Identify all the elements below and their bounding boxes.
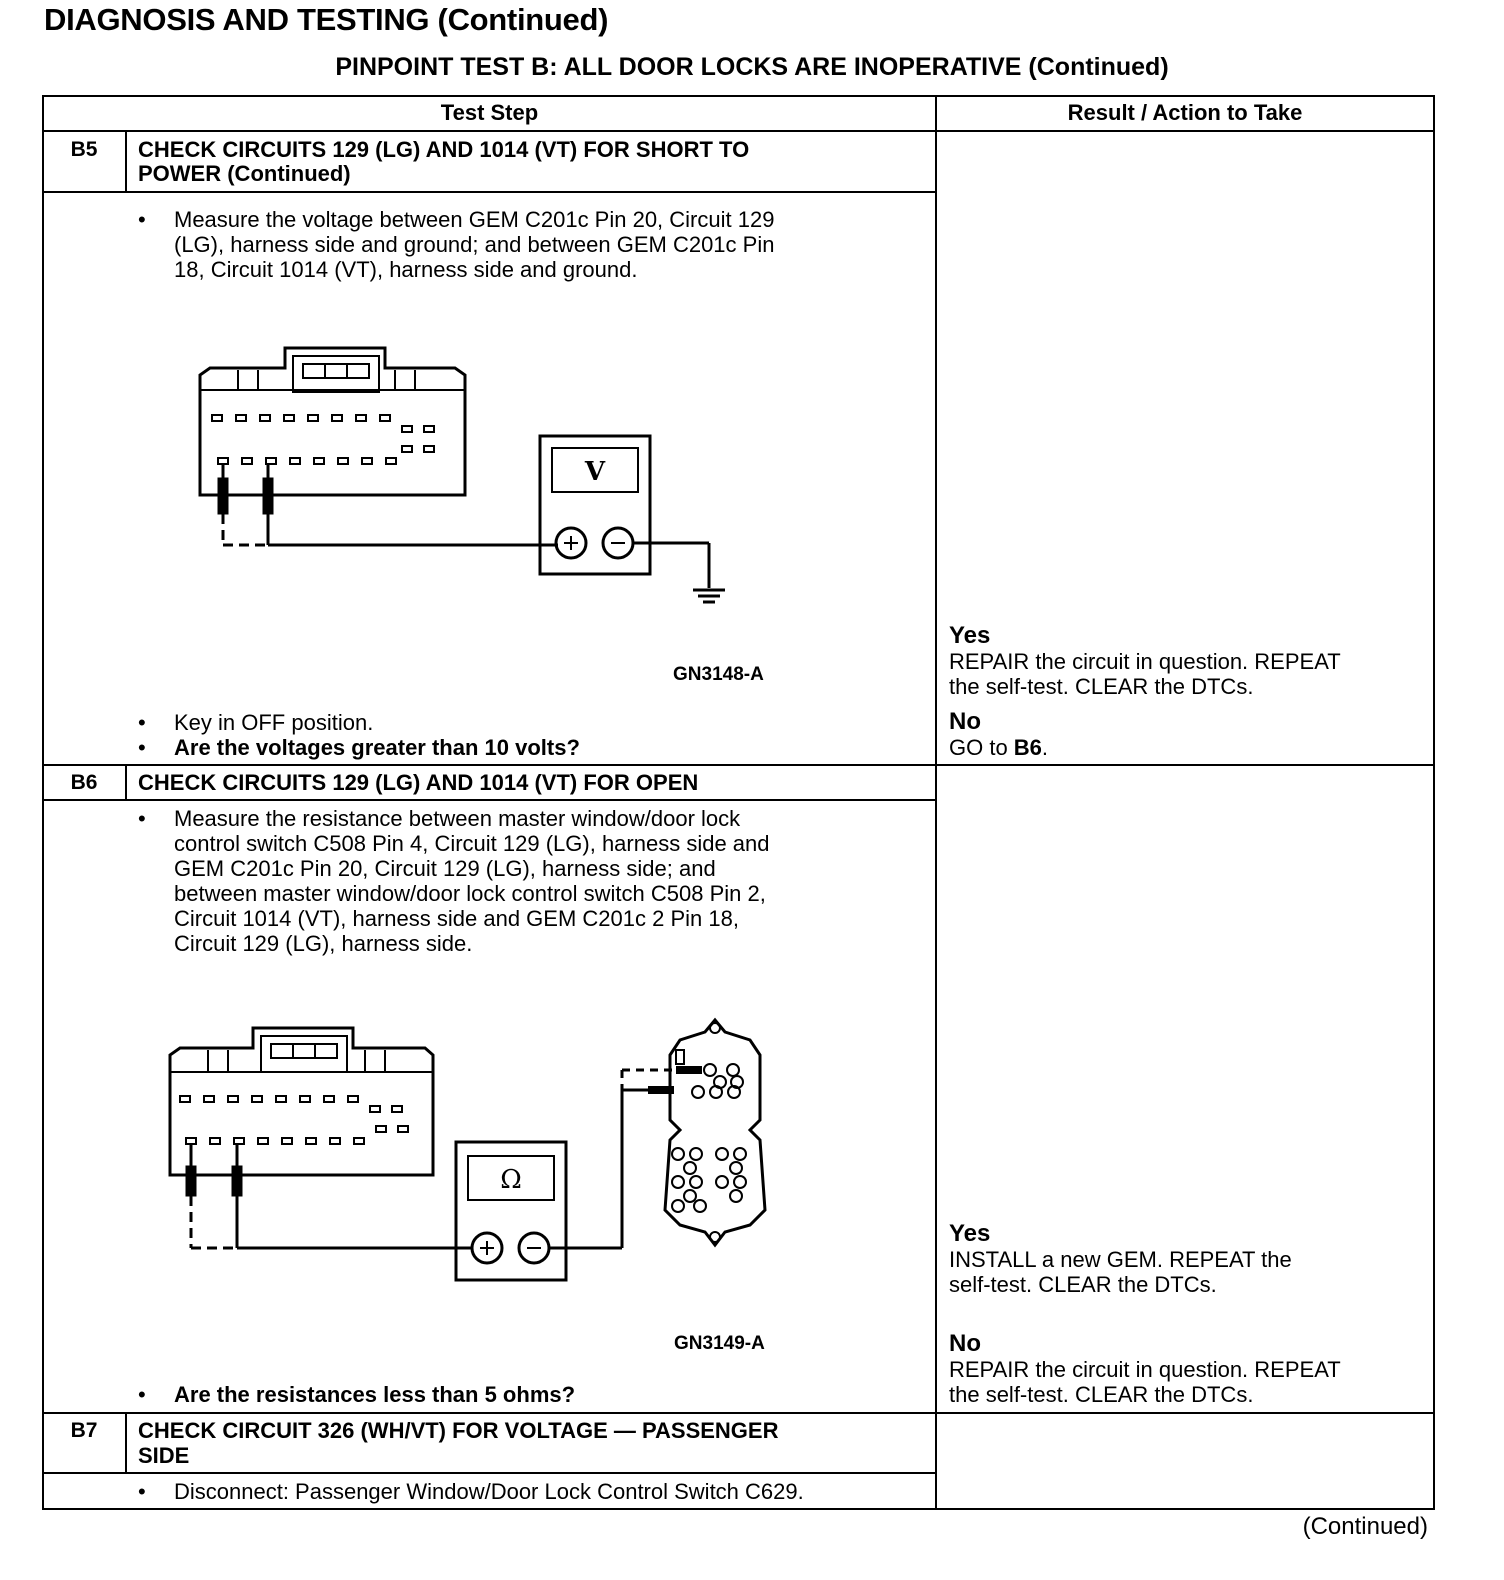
step-id-b6: B6 bbox=[70, 771, 98, 794]
pinpoint-test-title: PINPOINT TEST B: ALL DOOR LOCKS ARE INOPERATIVE (Continued) bbox=[335, 53, 1169, 81]
column-header-test-step: Test Step bbox=[440, 100, 539, 125]
b5-yes-line2: the self-test. CLEAR the DTCs. bbox=[949, 674, 1254, 699]
step-id-b7: B7 bbox=[70, 1419, 98, 1442]
b7-row-divider bbox=[42, 1412, 1435, 1414]
b5-id-divider bbox=[125, 130, 127, 192]
table-border-right bbox=[1433, 95, 1435, 1510]
continued-label: (Continued) bbox=[1302, 1513, 1428, 1540]
step-id-b5: B5 bbox=[70, 138, 98, 161]
b6-yes-line2: self-test. CLEAR the DTCs. bbox=[949, 1272, 1217, 1297]
figure-code-gn3149: GN3149-A bbox=[674, 1333, 765, 1354]
step-title-b7-line2: SIDE bbox=[138, 1443, 190, 1468]
b5-measure-line1: Measure the voltage between GEM C201c Pin 20, Circuit 129 bbox=[174, 207, 775, 232]
b6-bullet-question bbox=[138, 1382, 928, 1407]
b5-question-text: Are the voltages greater than 10 volts? bbox=[174, 735, 580, 760]
meter-symbol-volts: V bbox=[584, 457, 606, 487]
b6-measure-line6: Circuit 129 (LG), harness side. bbox=[174, 931, 473, 956]
meter-symbol-ohms: Ω bbox=[500, 1165, 522, 1195]
b5-no-text: GO to bbox=[949, 735, 1014, 760]
b5-no-label: No bbox=[949, 708, 981, 735]
header-divider bbox=[42, 130, 1435, 132]
bullet-glyph: • bbox=[138, 735, 146, 760]
b5-bullet-measure bbox=[138, 207, 928, 287]
column-divider bbox=[935, 95, 937, 1510]
b7-id-divider bbox=[125, 1412, 127, 1473]
diagram-gn3148 bbox=[190, 340, 750, 610]
bullet-glyph: • bbox=[138, 710, 146, 735]
b6-measure-line2: control switch C508 Pin 4, Circuit 129 (LG), harness side and bbox=[174, 831, 770, 856]
b6-no-line1: REPAIR the circuit in question. REPEAT bbox=[949, 1357, 1341, 1382]
b7-disconnect-text: Disconnect: Passenger Window/Door Lock Control Switch C629. bbox=[174, 1479, 804, 1504]
b6-bullet-measure bbox=[138, 806, 928, 961]
figure-code-gn3148: GN3148-A bbox=[673, 664, 764, 685]
diagram-gn3149 bbox=[160, 1010, 780, 1290]
b6-question-text: Are the resistances less than 5 ohms? bbox=[174, 1382, 576, 1407]
b6-measure-line3: GEM C201c Pin 20, Circuit 129 (LG), harness side; and bbox=[174, 856, 716, 881]
b6-no-label: No bbox=[949, 1330, 981, 1357]
b5-yes-line1: REPAIR the circuit in question. REPEAT bbox=[949, 649, 1341, 674]
b5-measure-line3: 18, Circuit 1014 (VT), harness side and ground. bbox=[174, 257, 638, 282]
b5-bullet-question bbox=[138, 735, 928, 760]
b6-measure-line4: between master window/door lock control switch C508 Pin 2, bbox=[174, 881, 766, 906]
table-border-top bbox=[42, 95, 1435, 97]
ohmmeter bbox=[456, 1142, 566, 1280]
table-border-bottom bbox=[42, 1508, 1435, 1510]
b5-no-action bbox=[949, 735, 1048, 760]
b6-yes-label: Yes bbox=[949, 1220, 991, 1247]
b5-yes-label: Yes bbox=[949, 622, 991, 649]
page-header: DIAGNOSIS AND TESTING (Continued) bbox=[44, 2, 609, 37]
b6-title-divider bbox=[42, 799, 937, 801]
b6-no-line2: the self-test. CLEAR the DTCs. bbox=[949, 1382, 1254, 1407]
column-header-result: Result / Action to Take bbox=[1067, 100, 1303, 125]
b6-row-divider bbox=[42, 764, 1435, 766]
b7-title-divider bbox=[42, 1472, 937, 1474]
bullet-glyph: • bbox=[138, 1382, 146, 1407]
b6-yes-line1: INSTALL a new GEM. REPEAT the bbox=[949, 1247, 1292, 1272]
step-title-b5-line1: CHECK CIRCUITS 129 (LG) AND 1014 (VT) FOR SHORT TO bbox=[138, 137, 750, 162]
step-title-b7-line1: CHECK CIRCUIT 326 (WH/VT) FOR VOLTAGE — PASSENGER bbox=[138, 1418, 779, 1443]
step-title-b5-line2: POWER (Continued) bbox=[138, 161, 351, 186]
bullet-glyph: • bbox=[138, 207, 146, 232]
table-border-left bbox=[42, 95, 44, 1510]
b6-measure-line5: Circuit 1014 (VT), harness side and GEM C201c 2 Pin 18, bbox=[174, 906, 739, 931]
step-title-b6: CHECK CIRCUITS 129 (LG) AND 1014 (VT) FOR OPEN bbox=[138, 770, 699, 795]
b6-measure-line1: Measure the resistance between master window/door lock bbox=[174, 806, 741, 831]
b6-id-divider bbox=[125, 764, 127, 800]
bullet-glyph: • bbox=[138, 1479, 146, 1504]
b7-bullet-disconnect bbox=[138, 1479, 928, 1504]
b5-title-divider bbox=[42, 191, 937, 193]
b5-no-target[interactable]: B6 bbox=[1013, 735, 1042, 760]
b5-no-end: . bbox=[1041, 735, 1049, 760]
bullet-glyph: • bbox=[138, 806, 146, 831]
b5-bullet-key-off bbox=[138, 710, 928, 735]
b5-key-off-text: Key in OFF position. bbox=[174, 710, 374, 735]
b5-measure-line2: (LG), harness side and ground; and between GEM C201c Pin bbox=[174, 232, 775, 257]
